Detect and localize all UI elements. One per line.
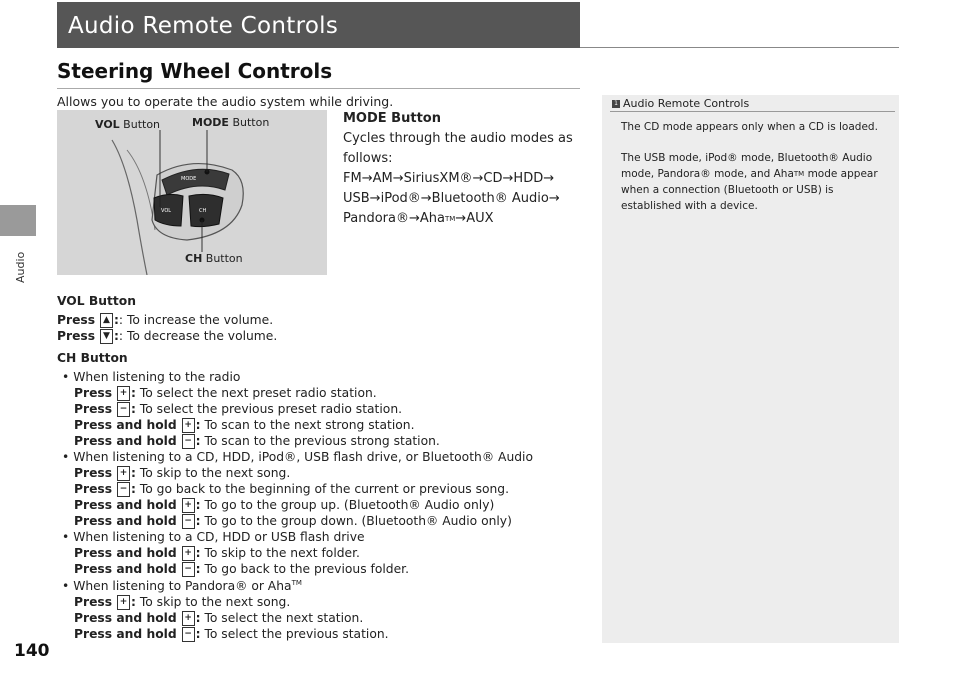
ch-instruction-row: Press and hold − : To go to the group down. (Bluetooth® Audio only)	[74, 514, 512, 528]
ch-instruction-row: Press − : To select the previous preset radio station.	[74, 402, 403, 416]
title-bar	[57, 2, 580, 48]
ch-instruction-row: Press + : To skip to the next song.	[74, 595, 291, 609]
mode-figure-label: MODE Button	[192, 116, 270, 129]
ch-instruction-row: Press and hold + : To skip to the next folder.	[74, 546, 360, 560]
vol-heading: VOL Button	[57, 294, 136, 308]
minus-key-icon: −	[182, 627, 195, 642]
plus-key-icon: +	[182, 498, 195, 513]
ch-media-bullet: • When listening to a CD, HDD, iPod®, USB flash drive, or Bluetooth® Audio	[62, 450, 533, 464]
section-tab	[0, 205, 36, 236]
down-key-icon: ▼	[100, 329, 113, 344]
page-title: Audio Remote Controls	[68, 13, 339, 39]
plus-key-icon: +	[117, 386, 130, 401]
up-key-icon: ▲	[100, 313, 113, 328]
ch-instruction-row: Press + : To select the next preset radio station.	[74, 386, 377, 400]
ch-instruction-row: Press and hold + : To scan to the next strong station.	[74, 418, 415, 432]
minus-key-icon: −	[182, 562, 195, 577]
vol-up-row: Press ▲ :: To increase the volume.	[57, 313, 274, 327]
ch-heading: CH Button	[57, 351, 128, 365]
plus-key-icon: +	[182, 546, 195, 561]
minus-key-icon: −	[117, 402, 130, 417]
minus-key-icon: −	[117, 482, 130, 497]
mode-button-description: Cycles through the audio modes as follows: FM→AM→SiriusXM®→CD→HDD→ USB→iPod®→Bluetooth® Audio→ Pandora®→Aha™→AUX	[343, 131, 573, 226]
mode-button-heading: MODE Button	[343, 111, 441, 126]
section-rule	[57, 88, 580, 89]
ch-instruction-row: Press and hold + : To select the next station.	[74, 611, 364, 625]
plus-key-icon: +	[182, 418, 195, 433]
ch-key-text: CH	[199, 208, 207, 214]
vol-down-row: Press ▼ :: To decrease the volume.	[57, 329, 278, 343]
plus-key-icon: +	[117, 466, 130, 481]
ch-folder-bullet: • When listening to a CD, HDD or USB flash drive	[62, 530, 365, 544]
ch-instruction-row: Press and hold − : To go back to the previous folder.	[74, 562, 409, 576]
side-note-rule	[610, 111, 895, 112]
ch-figure-label: CH Button	[185, 252, 243, 265]
side-note-heading: 1 Audio Remote Controls	[612, 97, 749, 110]
ch-instruction-row: Press and hold − : To select the previous station.	[74, 627, 389, 641]
page-number: 140	[14, 641, 50, 661]
minus-key-icon: −	[182, 514, 195, 529]
steering-wheel-figure	[57, 110, 327, 275]
ch-instruction-row: Press − : To go back to the beginning of the current or previous song.	[74, 482, 510, 496]
ch-instruction-row: Press + : To skip to the next song.	[74, 466, 291, 480]
mode-key-text: MODE	[181, 176, 197, 182]
vol-key-text: VOL	[161, 208, 172, 214]
ch-instruction-row: Press and hold + : To go to the group up. (Bluetooth® Audio only)	[74, 498, 495, 512]
side-note-p2: The USB mode, iPod® mode, Bluetooth® Audio mode, Pandora® mode, and Aha™ mode appear when a connection (Bluetooth or USB) is established with a device.	[621, 152, 878, 212]
title-rule	[580, 47, 899, 48]
ch-instruction-row: Press and hold − : To scan to the previous strong station.	[74, 434, 440, 448]
steering-wheel-illustration	[57, 110, 327, 275]
side-label: Audio	[14, 251, 27, 283]
minus-key-icon: −	[182, 434, 195, 449]
side-note-p1: The CD mode appears only when a CD is loaded.	[621, 121, 878, 133]
vol-figure-label: VOL Button	[95, 118, 161, 131]
ch-pandora-bullet: • When listening to Pandora® or Aha™	[62, 579, 302, 593]
plus-key-icon: +	[117, 595, 130, 610]
ch-radio-bullet: • When listening to the radio	[62, 370, 241, 384]
plus-key-icon: +	[182, 611, 195, 626]
section-title: Steering Wheel Controls	[57, 59, 333, 83]
intro-text: Allows you to operate the audio system while driving.	[57, 94, 394, 109]
